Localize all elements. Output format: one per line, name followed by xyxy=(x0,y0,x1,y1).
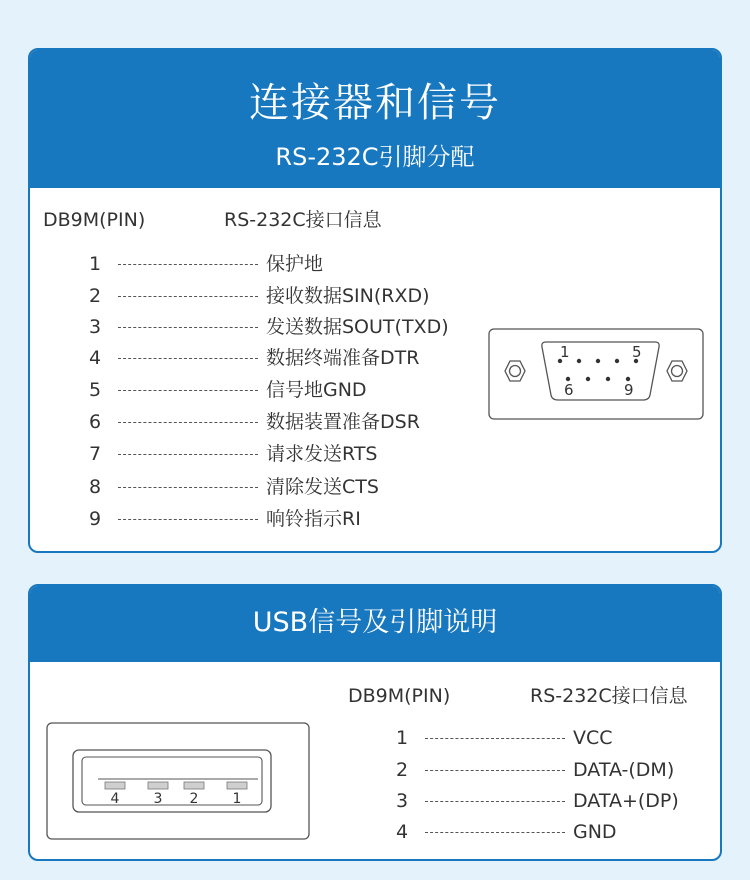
db9-connector-icon xyxy=(488,328,704,424)
usb-contact-label: 1 xyxy=(232,791,242,807)
pin-number: 8 xyxy=(88,476,102,498)
rs232-pin-row xyxy=(80,346,500,370)
pin-number: 9 xyxy=(88,508,102,530)
dashed-leader xyxy=(425,738,565,739)
usb-connector-icon xyxy=(46,722,310,844)
usb-header xyxy=(30,586,720,662)
rs232-col-pin: DB9M(PIN) xyxy=(43,209,146,231)
db9-pin1-label: 1 xyxy=(560,343,570,361)
pin-number: 5 xyxy=(88,379,102,401)
usb-card xyxy=(28,584,722,861)
dashed-leader xyxy=(118,264,258,265)
pin-label: VCC xyxy=(573,727,613,749)
rs232-pin-row xyxy=(80,475,500,499)
rs232-col-info: RS-232C接口信息 xyxy=(224,209,382,231)
pin-label: 接收数据SIN(RXD) xyxy=(266,285,430,307)
pin-label: GND xyxy=(573,821,617,843)
usb-title: USB信号及引脚说明 xyxy=(252,607,498,638)
pin-label: 信号地GND xyxy=(266,379,367,401)
rs232-pin-row xyxy=(80,252,500,276)
usb-col-info: RS-232C接口信息 xyxy=(530,685,688,707)
rs232-pin-row xyxy=(80,442,500,466)
usb-pin-row xyxy=(387,820,707,844)
dashed-leader xyxy=(425,770,565,771)
pin-number: 2 xyxy=(395,759,409,781)
pin-label: 清除发送CTS xyxy=(266,476,379,498)
dashed-leader xyxy=(118,487,258,488)
dashed-leader xyxy=(118,422,258,423)
usb-contact-label: 2 xyxy=(189,791,199,807)
pin-label: DATA+(DP) xyxy=(573,790,679,812)
dashed-leader xyxy=(118,390,258,391)
pin-number: 3 xyxy=(88,316,102,338)
pin-number: 3 xyxy=(395,790,409,812)
usb-contact-label: 3 xyxy=(153,791,163,807)
pin-number: 1 xyxy=(88,253,102,275)
usb-pin-row xyxy=(387,789,707,813)
usb-pin-row xyxy=(387,758,707,782)
usb-col-pin: DB9M(PIN) xyxy=(348,685,451,707)
rs232-pin-row xyxy=(80,284,500,308)
pin-label: 数据装置准备DSR xyxy=(266,411,420,433)
pin-label: 数据终端准备DTR xyxy=(266,347,420,369)
dashed-leader xyxy=(118,454,258,455)
pin-label: DATA-(DM) xyxy=(573,759,675,781)
db9-pin9-label: 9 xyxy=(624,381,634,399)
pin-label: 请求发送RTS xyxy=(266,443,378,465)
dashed-leader xyxy=(118,327,258,328)
usb-pin-row xyxy=(387,726,707,750)
db9-pin6-label: 6 xyxy=(564,381,574,399)
rs232-pin-row xyxy=(80,410,500,434)
usb-connector-drawing xyxy=(46,722,310,840)
pin-label: 保护地 xyxy=(266,253,324,275)
pin-number: 2 xyxy=(88,285,102,307)
pin-number: 6 xyxy=(88,411,102,433)
pin-number: 4 xyxy=(395,821,409,843)
rs232-subtitle: RS-232C引脚分配 xyxy=(275,143,475,171)
rs232-header xyxy=(30,50,720,188)
db9-connector-drawing xyxy=(488,328,704,420)
pin-label: 发送数据SOUT(TXD) xyxy=(266,316,449,338)
pin-label: 响铃指示RI xyxy=(266,508,361,530)
usb-contact-label: 4 xyxy=(110,791,120,807)
rs232-pin-row xyxy=(80,315,500,339)
dashed-leader xyxy=(118,519,258,520)
pin-number: 7 xyxy=(88,443,102,465)
dashed-leader xyxy=(425,801,565,802)
db9-pin5-label: 5 xyxy=(632,343,642,361)
dashed-leader xyxy=(425,832,565,833)
pin-number: 1 xyxy=(395,727,409,749)
rs232-pin-row xyxy=(80,507,500,531)
dashed-leader xyxy=(118,358,258,359)
rs232-card xyxy=(28,48,722,553)
dashed-leader xyxy=(118,296,258,297)
rs232-title: 连接器和信号 xyxy=(249,80,501,126)
pin-number: 4 xyxy=(88,347,102,369)
rs232-pin-row xyxy=(80,378,500,402)
